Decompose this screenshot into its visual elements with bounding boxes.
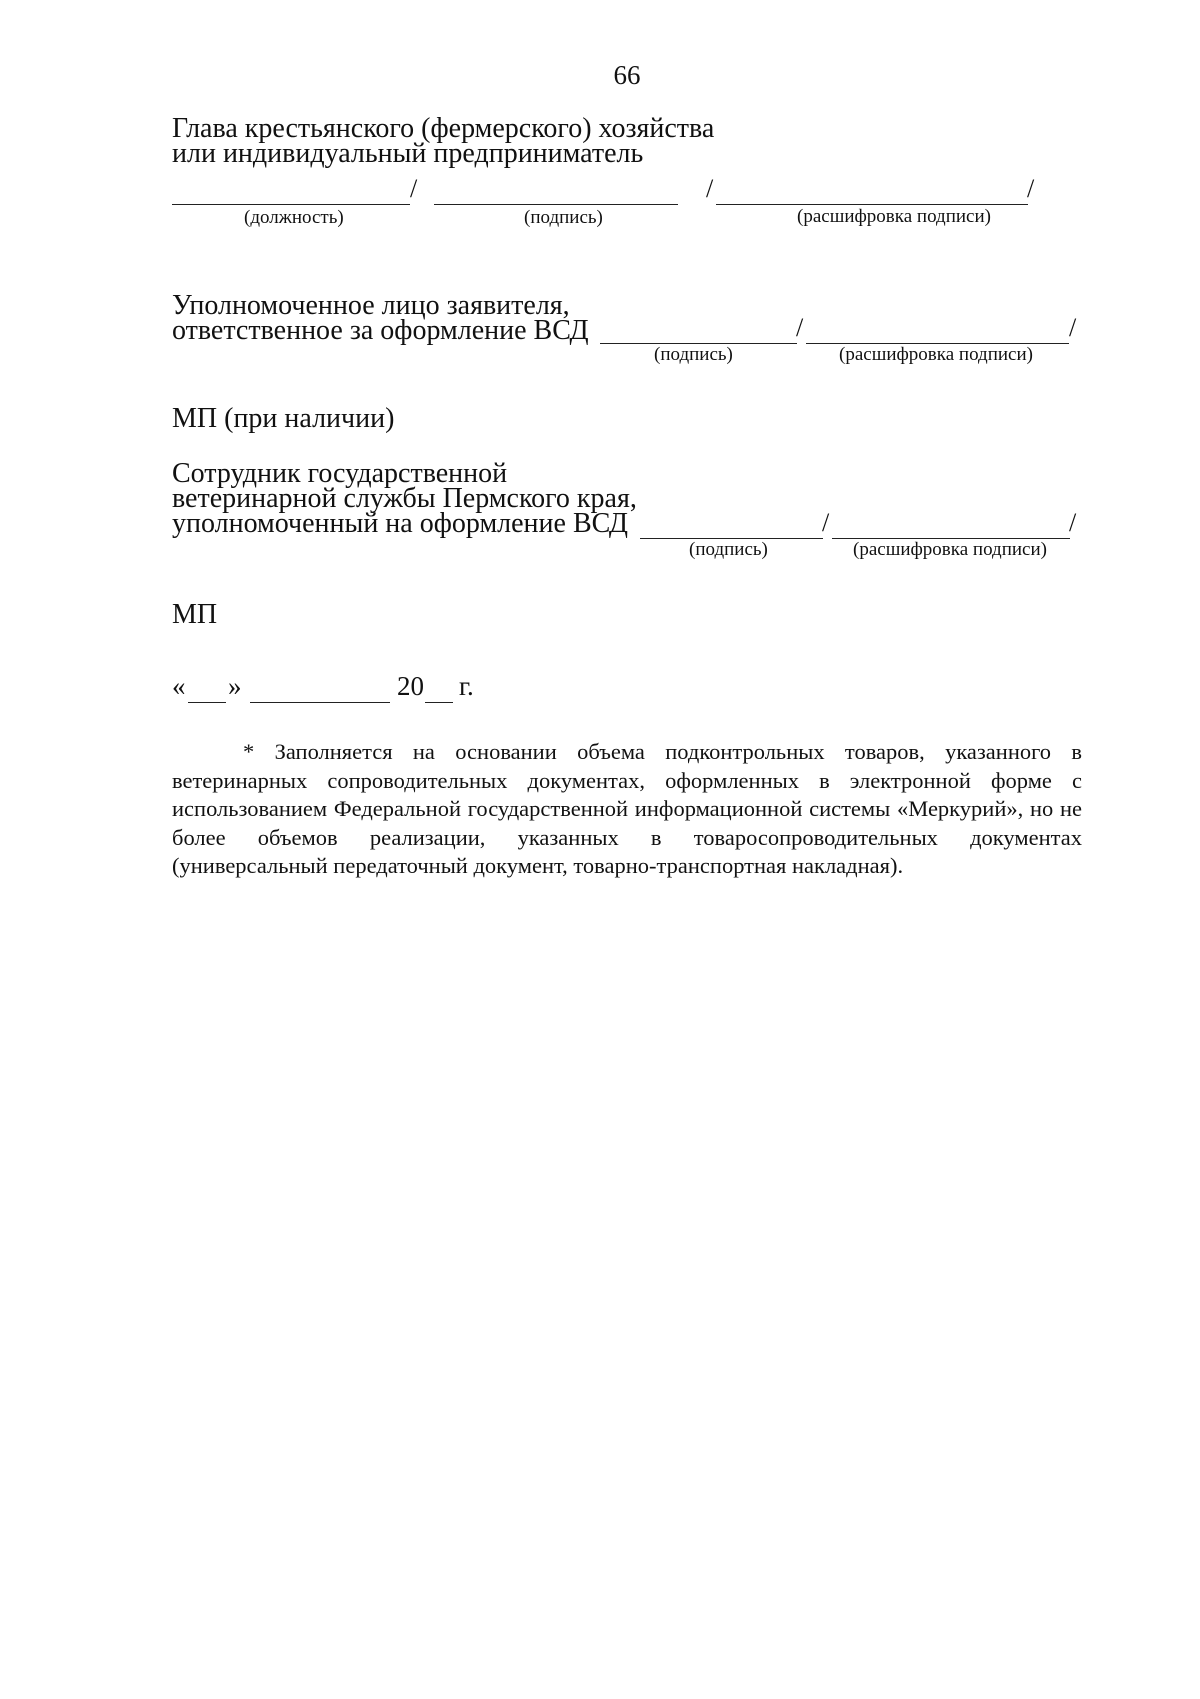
caption-signature: (подпись) (689, 539, 768, 560)
head-title-line2: или индивидуальный предприниматель (172, 138, 644, 169)
stamp-label: МП (172, 599, 218, 630)
slash: / (1069, 313, 1077, 342)
date-close-quote: » (228, 671, 242, 701)
slash: / (1027, 174, 1035, 203)
caption-position: (должность) (244, 207, 344, 228)
authorized-title-line1: Уполномоченное лицо заявителя, (172, 290, 570, 321)
decryption-line (716, 204, 1028, 205)
caption-signature: (подпись) (654, 344, 733, 365)
stamp-optional: МП (при наличии) (172, 403, 395, 434)
position-line (172, 204, 410, 205)
slash: / (410, 174, 418, 203)
date-year-suffix: г. (459, 671, 474, 701)
date-month-line (250, 702, 390, 703)
date-open-quote: « (172, 671, 186, 701)
footnote: * Заполняется на основании объема подконтрольных товаров, указанного в ветеринарных сопроводительных документах, оформленных в электронной форме с использованием Федеральной государственной информационной системы «Меркурий», но не более объемов реализации, указанных в товаросопроводительных документах (универсальный передаточный документ, товарно-транспортная накладная). (172, 739, 1082, 878)
officer-title-line2: ветеринарной службы Пермского края, (172, 483, 637, 514)
page-number: 66 (613, 60, 641, 90)
date-year-prefix: 20 (397, 671, 424, 701)
date-year-line (425, 702, 453, 703)
caption-decryption: (расшифровка подписи) (853, 539, 1047, 560)
caption-decryption: (расшифровка подписи) (839, 344, 1033, 365)
officer-title-line3: уполномоченный на оформление ВСД (172, 508, 629, 539)
slash: / (1069, 508, 1077, 537)
slash: / (706, 174, 714, 203)
caption-signature: (подпись) (524, 207, 603, 228)
officer-title-line1: Сотрудник государственной (172, 458, 508, 489)
slash: / (822, 508, 830, 537)
slash: / (796, 313, 804, 342)
head-title-line1: Глава крестьянского (фермерского) хозяйства (172, 113, 715, 144)
caption-decryption: (расшифровка подписи) (797, 206, 991, 227)
authorized-title-line2: ответственное за оформление ВСД (172, 315, 589, 346)
date-day-line (188, 702, 226, 703)
signature-line (434, 204, 678, 205)
